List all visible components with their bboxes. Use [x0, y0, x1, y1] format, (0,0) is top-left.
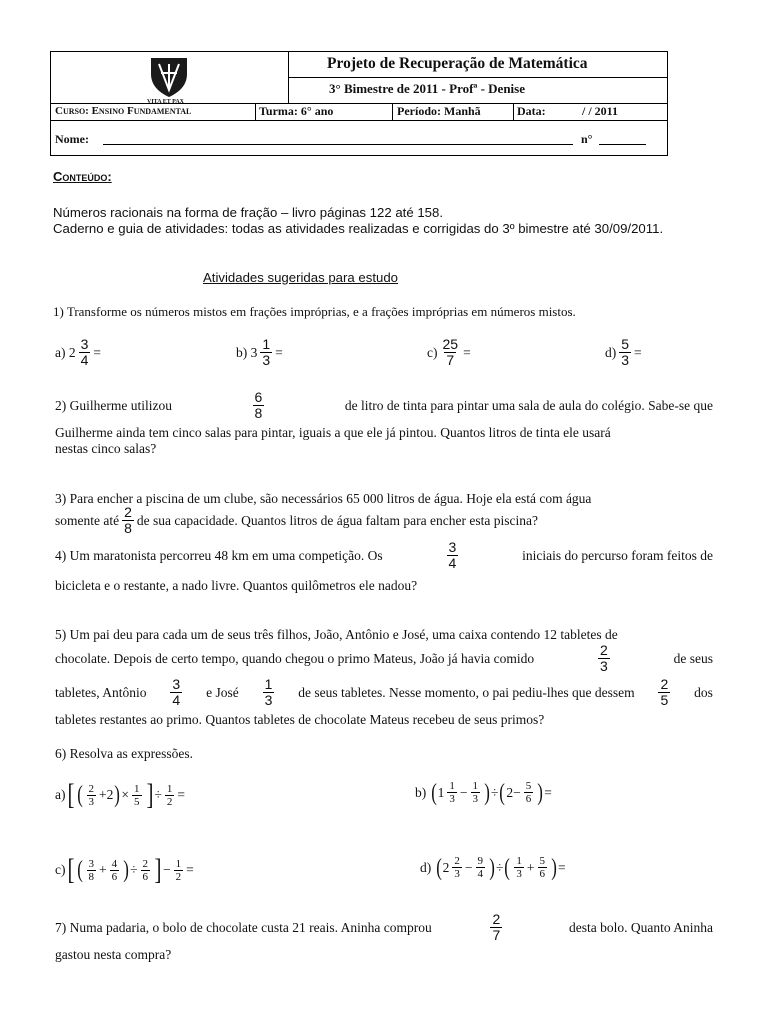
content-line-2: Caderno e guia de atividades: todas as atividades realizadas e corrigidas do 3º bimestre até 30/09/2011. [53, 221, 664, 236]
content-heading: Conteúdo: [53, 169, 112, 184]
q4-line2: bicicleta e o restante, a nado livre. Quantos quilômetros ele nadou? [55, 578, 418, 593]
q1-a: a) 2 $\frac{3}{4}$ = [55, 336, 102, 368]
q4-line1: 4) Um maratonista percorreu 48 km em uma competição. Os $\frac{3}{4}$ iniciais do percurso foram feitos de [55, 539, 713, 571]
q1-d: d) $\frac{5}{3}$ = [605, 336, 642, 368]
page-subtitle: 3° Bimestre de 2011 - Profª - Denise [329, 81, 525, 96]
school-logo [148, 56, 190, 100]
q6-b: b) ( 1 $\frac{1}{3}$ − $\frac{1}{3}$ ) ÷ ( 2− $\frac{5}{6}$ ) = [415, 779, 552, 806]
q7-line2: gastou nesta compra? [55, 947, 172, 962]
q1-b: b) 3 $\frac{1}{3}$ = [236, 336, 283, 368]
content-line-1: Números racionais na forma de fração – livro páginas 122 até 158. [53, 205, 443, 220]
q1-text: 1) Transforme os números mistos em frações impróprias, e a frações impróprias em números mistos. [53, 304, 576, 319]
q6-c: c) [ ( $\frac{3}{8}$ + $\frac{4}{6}$ ) ÷ $\frac{2}{6}$ ] − $\frac{1}{2}$ = [55, 853, 194, 886]
suggested-title: Atividades sugeridas para estudo [203, 270, 399, 285]
q2-line1: 2) Guilherme utilizou $\frac{6}{8}$ de litro de tinta para pintar uma sala de aula do colégio. Sabe-se que [55, 389, 713, 421]
q6-d: d) ( 2 $\frac{2}{3}$ − $\frac{9}{4}$ ) ÷ ( $\frac{1}{3}$ + $\frac{5}{6}$ ) = [420, 854, 566, 881]
page-title: Projeto de Recuperação de Matemática [327, 55, 588, 72]
numero-field[interactable] [599, 144, 646, 145]
q1-c: c) $\frac{25}{7}$ = [427, 336, 471, 368]
logo-text: VITA ET PAX [147, 99, 185, 105]
data-label: Data: [517, 104, 546, 118]
periodo-cell: Período: Manhã [397, 104, 481, 118]
header-table [50, 51, 668, 156]
data-field[interactable]: / / 2011 [582, 104, 619, 118]
q6-a: a) [ ( $\frac{2}{3}$ +2 ) × $\frac{1}{5}$ ] ÷ $\frac{1}{2}$ = [55, 778, 186, 811]
q5-line1: 5) Um pai deu para cada um de seus três filhos, João, Antônio e José, uma caixa contendo 12 tabletes de [55, 627, 618, 642]
q3-line2: somente até $\frac{2}{8}$ de sua capacidade. Quantos litros de água faltam para encher esta piscina? [55, 504, 538, 536]
q2-line2: Guilherme ainda tem cinco salas para pintar, iguais a que ele já pintou. Quantos litros de tinta ele usará [55, 425, 611, 440]
q5-line4: tabletes restantes ao primo. Quantos tabletes de chocolate Mateus recebeu de seus primos? [55, 712, 545, 727]
q2-line3: nestas cinco salas? [55, 441, 157, 456]
curso-cell: Curso: Ensino Fundamental [55, 105, 192, 117]
nome-label: Nome: [55, 132, 89, 146]
turma-cell: Turma: 6° ano [259, 104, 334, 118]
nome-field[interactable] [103, 144, 573, 145]
q5-line3: tabletes, Antônio $\frac{3}{4}$ e José $\frac{1}{3}$ de seus tabletes. Nesse momento, o pai pediu-lhes que dessem $\frac{2}{5}$ dos [55, 676, 713, 708]
q7-line1: 7) Numa padaria, o bolo de chocolate custa 21 reais. Aninha comprou $\frac{2}{7}$ desta bolo. Quanto Aninha [55, 911, 713, 943]
q3-line1: 3) Para encher a piscina de um clube, são necessários 65 000 litros de água. Hoje ela está com água [55, 491, 592, 506]
q6-text: 6) Resolva as expressões. [55, 746, 193, 761]
q5-line2: chocolate. Depois de certo tempo, quando chegou o primo Mateus, João já havia comido $\frac{2}{3}$ de seus [55, 642, 713, 674]
numero-label: n° [581, 132, 593, 146]
